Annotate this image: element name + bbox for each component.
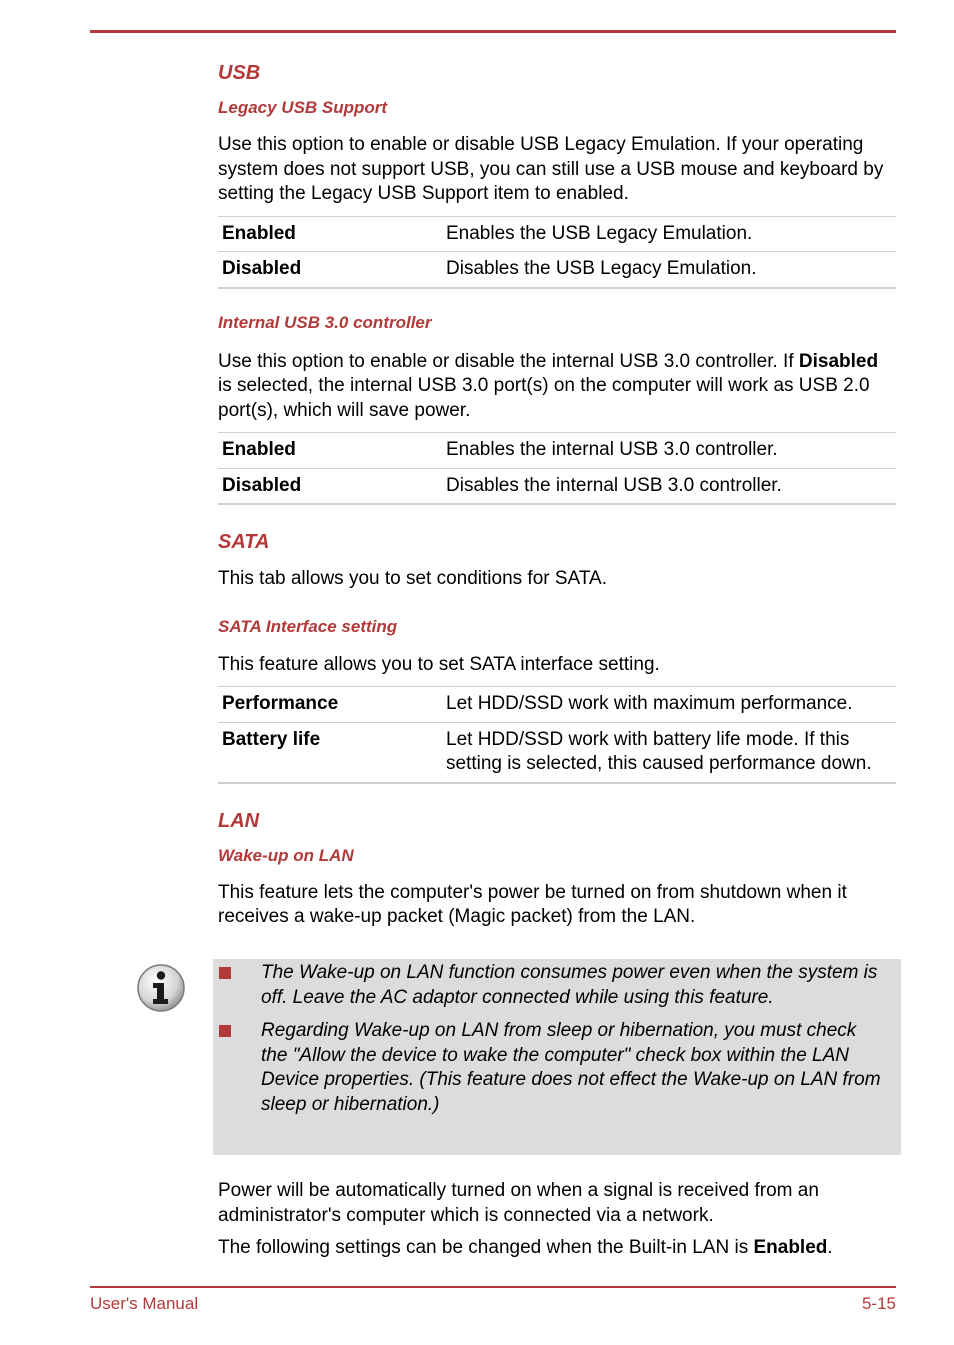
subsection-title-sata-interface: SATA Interface setting (218, 616, 398, 636)
footer-manual-title: User's Manual (90, 1294, 199, 1313)
info-icon (136, 963, 186, 1013)
sata-options-table (218, 686, 896, 784)
following-text-part: . (827, 1237, 833, 1258)
note-text: The Wake-up on LAN function consumes power even when the system is off. Leave the AC adaptor connected while using this feature. (261, 962, 878, 1008)
bullet-square-icon (219, 1025, 231, 1037)
list-item (213, 961, 901, 1010)
option-value: Disables the USB Legacy Emulation. (442, 252, 896, 288)
lan-following-settings (218, 1236, 896, 1261)
section-title-usb: USB (218, 62, 261, 84)
usb3-description-bold: Disabled (798, 350, 879, 372)
bullet-square-icon (219, 967, 231, 979)
page-content (218, 60, 896, 930)
footer-rule (90, 1286, 896, 1288)
usb3-description-part: is selected, the internal USB 3.0 port(s) on the computer will work as USB 2.0 port(s), which will save power. (218, 375, 870, 421)
usb3-description-part: Use this option to enable or disable the internal USB 3.0 controller. If (218, 350, 799, 372)
table-row (218, 433, 896, 469)
option-value: Let HDD/SSD work with battery life mode. If this setting is selected, this caused performance down. (442, 722, 896, 783)
note-text: Regarding Wake-up on LAN from sleep or hibernation, you must check the "Allow the device to wake the computer" check box within the LAN Device properties. (This feature does not effect the Wake-up on LAN from sleep or hibernation.) (261, 1020, 881, 1115)
option-key: Battery life (218, 722, 442, 783)
section-title-sata: SATA (218, 531, 270, 553)
following-text-bold: Enabled (753, 1237, 828, 1258)
section-title-lan: LAN (218, 809, 260, 832)
subsection-title-usb3: Internal USB 3.0 controller (218, 312, 432, 332)
footer-page-number: 5-15 (861, 1294, 896, 1313)
option-value: Disables the internal USB 3.0 controller. (442, 468, 896, 504)
usb3-options-table (218, 432, 896, 505)
legacy-usb-options-table (218, 216, 896, 289)
note-box (213, 959, 901, 1155)
table-row (218, 468, 896, 504)
table-row (218, 252, 896, 288)
option-value: Let HDD/SSD work with maximum performance. (442, 687, 896, 723)
usb3-description (218, 350, 896, 424)
option-value: Enables the USB Legacy Emulation. (442, 216, 896, 252)
subsection-title-legacy-usb: Legacy USB Support (218, 98, 388, 117)
lan-after-notes (218, 1179, 896, 1261)
note-list (213, 961, 901, 1126)
list-item (213, 1019, 901, 1117)
table-row (218, 687, 896, 723)
option-key: Enabled (218, 433, 442, 469)
subsection-title-wake-on-lan: Wake-up on LAN (218, 845, 354, 865)
following-text-part: The following settings can be changed when the Built-in LAN is (218, 1237, 754, 1258)
wake-on-lan-description: This feature lets the computer's power be turned on from shutdown when it receives a wake-up packet (Magic packet) from the LAN. (218, 881, 847, 927)
option-key: Performance (218, 687, 442, 723)
legacy-usb-description: Use this option to enable or disable USB Legacy Emulation. If your operating system does not support USB, you can still use a USB mouse and keyboard by setting the Legacy USB Support item to enabled. (218, 134, 884, 204)
table-row (218, 216, 896, 252)
option-key: Disabled (218, 252, 442, 288)
sata-interface-description: This feature allows you to set SATA interface setting. (218, 653, 660, 675)
table-row (218, 722, 896, 783)
sata-description: This tab allows you to set conditions for SATA. (218, 568, 607, 589)
lan-power-description: Power will be automatically turned on when a signal is received from an administrator's computer which is connected via a network. (218, 1180, 819, 1226)
option-key: Enabled (218, 216, 442, 252)
option-key: Disabled (218, 468, 442, 504)
header-rule (90, 30, 896, 33)
option-value: Enables the internal USB 3.0 controller. (442, 433, 896, 469)
